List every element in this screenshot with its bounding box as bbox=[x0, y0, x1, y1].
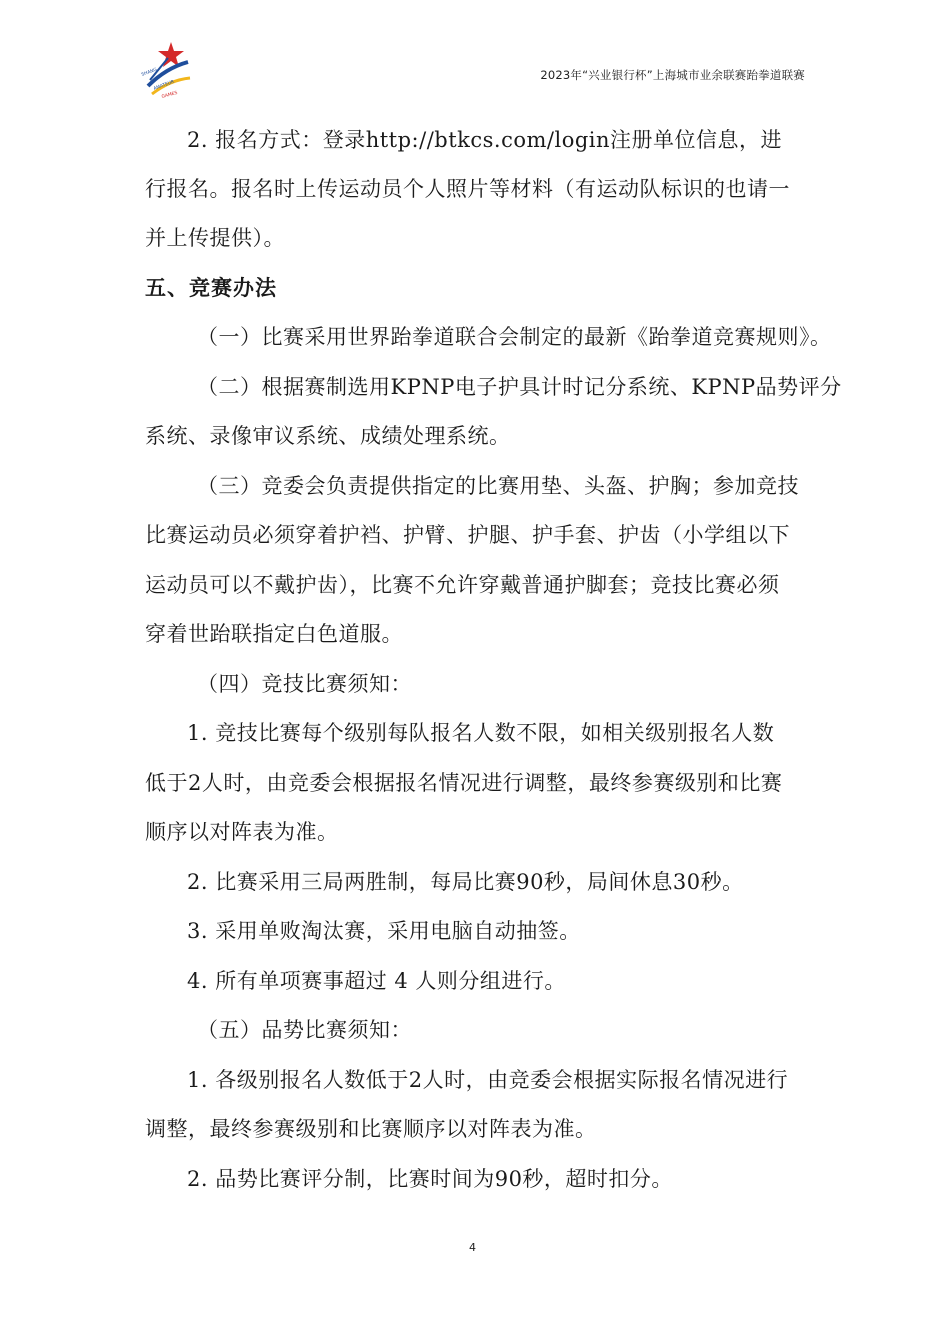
text-line: （四）竞技比赛须知： bbox=[197, 672, 412, 696]
page-number: 4 bbox=[469, 1241, 476, 1254]
page-header bbox=[140, 40, 805, 102]
text-line: 1. 各级别报名人数低于2人时，由竞委会根据实际报名情况进行 bbox=[187, 1068, 789, 1092]
text-line: （一）比赛采用世界跆拳道联合会制定的最新《跆拳道竞赛规则》。 bbox=[197, 325, 832, 349]
league-logo-icon bbox=[140, 40, 198, 102]
svg-text:AMATEUR: AMATEUR bbox=[152, 79, 176, 92]
text-line: 2. 比赛采用三局两胜制，每局比赛90秒，局间休息30秒。 bbox=[187, 870, 744, 894]
text-line: （三）竞委会负责提供指定的比赛用垫、头盔、护胸；参加竞技 bbox=[197, 474, 799, 498]
text-line: 2. 报名方式：登录http://btkcs.com/login注册单位信息，进 bbox=[187, 128, 783, 152]
header-title: 2023年“兴业银行杯”上海城市业余联赛跆拳道联赛 bbox=[540, 68, 805, 82]
section-heading: 五、竞赛办法 bbox=[145, 276, 277, 300]
text-line: （二）根据赛制选用KPNP电子护具计时记分系统、KPNP品势评分 bbox=[197, 375, 842, 399]
svg-text:SHANG: SHANG bbox=[140, 67, 158, 78]
text-line: 运动员可以不戴护齿），比赛不允许穿戴普通护脚套；竞技比赛必须 bbox=[145, 573, 780, 597]
text-line: 1. 竞技比赛每个级别每队报名人数不限，如相关级别报名人数 bbox=[187, 721, 775, 745]
text-line: 低于2人时，由竞委会根据报名情况进行调整，最终参赛级别和比赛 bbox=[145, 771, 783, 795]
text-line: 顺序以对阵表为准。 bbox=[145, 820, 339, 844]
text-line: 行报名。报名时上传运动员个人照片等材料（有运动队标识的也请一 bbox=[145, 177, 790, 201]
text-line: 系统、录像审议系统、成绩处理系统。 bbox=[145, 424, 511, 448]
text-line: 4. 所有单项赛事超过 4 人则分组进行。 bbox=[187, 969, 566, 993]
text-line: 穿着世跆联指定白色道服。 bbox=[145, 622, 403, 646]
text-line: 2. 品势比赛评分制，比赛时间为90秒，超时扣分。 bbox=[187, 1167, 673, 1191]
text-line: （五）品势比赛须知： bbox=[197, 1018, 412, 1042]
text-line: 3. 采用单败淘汰赛，采用电脑自动抽签。 bbox=[187, 919, 581, 943]
text-line: 调整，最终参赛级别和比赛顺序以对阵表为准。 bbox=[145, 1117, 597, 1141]
text-line: 比赛运动员必须穿着护裆、护臂、护腿、护手套、护齿（小学组以下 bbox=[145, 523, 790, 547]
svg-text:GAMES: GAMES bbox=[161, 90, 179, 100]
text-line: 并上传提供）。 bbox=[145, 226, 285, 250]
